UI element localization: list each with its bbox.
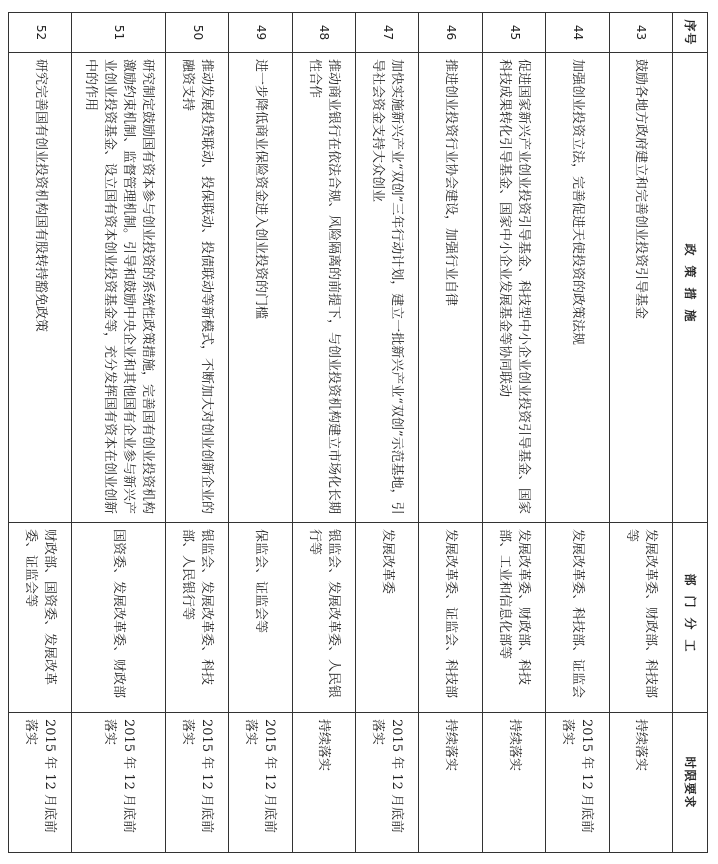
measure-cell: 推进创业投资行业协会建设，加强行业自律 bbox=[419, 53, 482, 523]
measure-cell: 推动商业银行在依法合规、风险隔离的前提下，与创业投资机构建立市场化长期性合作 bbox=[292, 53, 355, 523]
measure-cell: 推动发展投贷联动、投保联动、投债联动等新模式，不断加大对创业创新企业的融资支持 bbox=[165, 53, 228, 523]
dept-cell: 发展改革委 bbox=[356, 523, 419, 713]
dept-cell: 银监会、发展改革委、人民银行等 bbox=[292, 523, 355, 713]
dept-cell: 财政部、国资委、发展改革委、证监会等 bbox=[9, 523, 73, 713]
seq-cell: 43 bbox=[609, 13, 672, 53]
deadline-cell: 2015 年 12 月底前落实 bbox=[9, 713, 73, 853]
deadline-cell: 持续落实 bbox=[292, 713, 355, 853]
table-row bbox=[546, 13, 609, 853]
deadline-cell: 2015 年 12 月底前落实 bbox=[72, 713, 165, 853]
seq-cell: 50 bbox=[165, 13, 228, 53]
seq-cell: 48 bbox=[292, 13, 355, 53]
table-row bbox=[292, 13, 355, 853]
measure-cell: 加强创业投资立法，完善促进天使投资的政策法规 bbox=[546, 53, 609, 523]
seq-cell: 44 bbox=[546, 13, 609, 53]
deadline-cell: 2015 年 12 月底前落实 bbox=[546, 713, 609, 853]
deadline-cell: 持续落实 bbox=[609, 713, 672, 853]
measure-cell: 鼓励各地方政府建立和完善创业投资引导基金 bbox=[609, 53, 672, 523]
seq-cell: 46 bbox=[419, 13, 482, 53]
deadline-cell: 2015 年 12 月底前落实 bbox=[229, 713, 292, 853]
dept-cell: 发展改革委、证监会、科技部 bbox=[419, 523, 482, 713]
seq-cell: 51 bbox=[72, 13, 165, 53]
dept-cell: 保监会、证监会等 bbox=[229, 523, 292, 713]
measure-cell: 加快实施新兴产业“双创”三年行动计划，建立一批新兴产业“双创”示范基地，引导社会资金支持大众创业 bbox=[356, 53, 419, 523]
header-seq: 序号 bbox=[673, 13, 708, 53]
deadline-cell: 2015 年 12 月底前落实 bbox=[165, 713, 228, 853]
measure-cell: 研究完善国有创业投资机构国有股转持豁免政策 bbox=[9, 53, 73, 523]
seq-cell: 49 bbox=[229, 13, 292, 53]
measure-cell: 促进国家新兴产业创业投资引导基金、科技型中小企业创业投资引导基金、国家科技成果转化引导基金、国家中小企业发展基金等协同联动 bbox=[482, 53, 545, 523]
table-row bbox=[356, 13, 419, 853]
table-row bbox=[9, 13, 73, 853]
dept-cell: 银监会、发展改革委、科技部、人民银行等 bbox=[165, 523, 228, 713]
header-measure: 政策措施 bbox=[673, 53, 708, 523]
deadline-cell: 持续落实 bbox=[419, 713, 482, 853]
table-row bbox=[419, 13, 482, 853]
dept-cell: 发展改革委、科技部、证监会 bbox=[546, 523, 609, 713]
dept-cell: 国资委、发展改革委、财政部 bbox=[72, 523, 165, 713]
header-row bbox=[673, 13, 708, 853]
table-row bbox=[482, 13, 545, 853]
dept-cell: 发展改革委、财政部、科技部等 bbox=[609, 523, 672, 713]
measure-cell: 研究制定鼓励国有资本参与创业投资的系统性政策措施，完善国有创业投资机构激励约束机制、监督管理机制。引导和鼓励中央企业和其他国有企业参与新兴产业创业投资基金、设立国有资本创业投资基金等，充分发挥国有资本在创业创新中的作用 bbox=[72, 53, 165, 523]
dept-cell: 发展改革委、财政部、科技部、工业和信息化部等 bbox=[482, 523, 545, 713]
table-row bbox=[72, 13, 165, 853]
seq-cell: 52 bbox=[9, 13, 73, 53]
header-deadline: 时限要求 bbox=[673, 713, 708, 853]
deadline-cell: 持续落实 bbox=[482, 713, 545, 853]
measure-cell: 进一步降低商业保险资金进入创业投资的门槛 bbox=[229, 53, 292, 523]
deadline-cell: 2015 年 12 月底前落实 bbox=[356, 713, 419, 853]
policy-table bbox=[8, 12, 708, 853]
header-dept: 部门分工 bbox=[673, 523, 708, 713]
table-row bbox=[229, 13, 292, 853]
table-row bbox=[609, 13, 672, 853]
seq-cell: 47 bbox=[356, 13, 419, 53]
seq-cell: 45 bbox=[482, 13, 545, 53]
table-row bbox=[165, 13, 228, 853]
